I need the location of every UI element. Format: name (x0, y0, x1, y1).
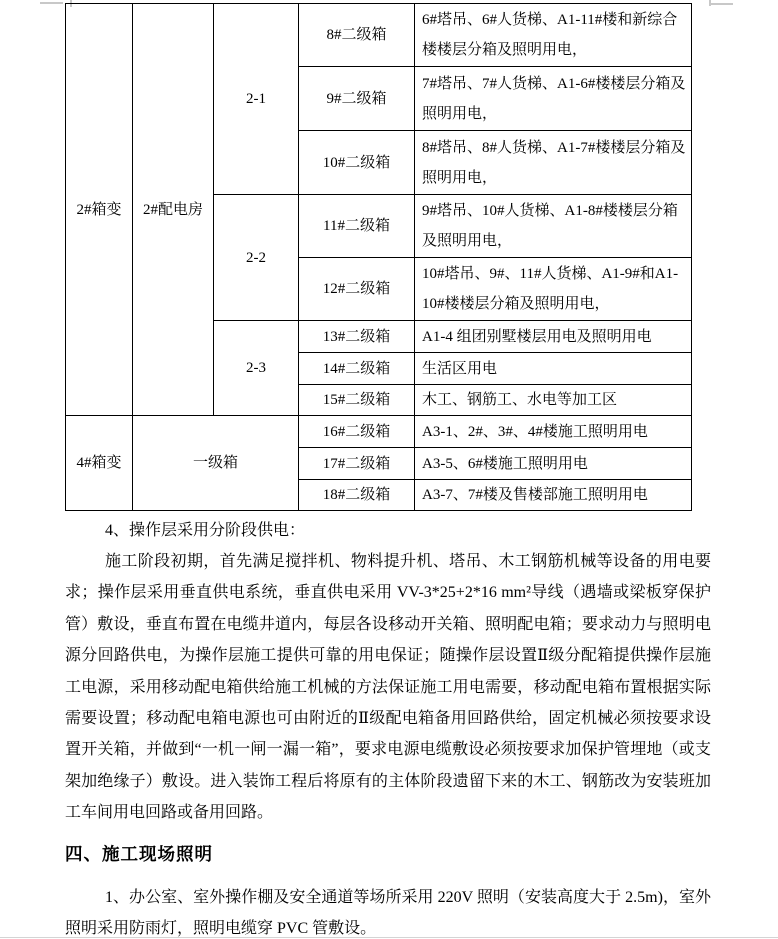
cell-section-2-3: 2-3 (214, 321, 299, 416)
item4-title: 4、操作层采用分阶段供电： (105, 522, 306, 539)
section4-heading: 四、施工现场照明 (65, 844, 213, 864)
cell-load-13: A1-4 组团别墅楼层用电及照明用电 (415, 321, 692, 353)
power-distribution-table (65, 3, 692, 511)
cell-load-8: 6#塔吊、6#人货梯、A1-11#楼和新综合楼楼层分箱及照明用电， (415, 4, 692, 67)
cell-box-16: 16#二级箱 (299, 416, 415, 448)
cell-load-9: 7#塔吊、7#人货梯、A1-6#楼楼层分箱及照明用电， (415, 67, 692, 131)
window-bottom-edge (0, 937, 778, 938)
cell-room-2: 2#配电房 (133, 4, 214, 416)
cell-load-18: A3-7、7#楼及售楼部施工照明用电 (415, 480, 692, 511)
table-row (66, 416, 692, 448)
item1-paragraph: 1、办公室、室外操作棚及安全通道等场所采用 220V 照明（安装高度大于 2.5m)，室外照明采用防雨灯，照明电缆穿 PVC 管敷设。 (65, 889, 711, 938)
cell-section-2-1: 2-1 (214, 4, 299, 195)
cell-load-11: 9#塔吊、10#人货梯、A1-8#楼楼层分箱及照明用电， (415, 195, 692, 258)
cell-transformer-2: 2#箱变 (66, 4, 133, 416)
cell-box-9: 9#二级箱 (299, 67, 415, 131)
cell-primary-box: 一级箱 (133, 416, 299, 511)
text-boundary-mark-top-right-h (709, 3, 733, 5)
table-row (66, 4, 692, 67)
cell-load-15: 木工、钢筋工、水电等加工区 (415, 385, 692, 416)
item4-paragraph: 施工阶段初期，首先满足搅拌机、物料提升机、塔吊、木工钢筋机械等设备的用电要求；操作层采用垂直供电系统，垂直供电采用 VV-3*25+2*16 mm²导线（遇墙或梁板穿保护管）敷设，垂直布置在电缆井道内，每层各设移动开关箱、照明配电箱；要求动力与照明电源分回路供电，为操作层施工提供可靠的用电保证；随操作层设置Ⅱ级分配箱提供操作层施工电源，采用移动配电箱供给施工机械的方法保证施工用电需要，移动配电箱布置根据实际需要设置；移动配电箱电源也可由附近的Ⅱ级配电箱备用回路供给，固定机械必须按要求设置开关箱，并做到“一机一闸一漏一箱”，要求电源电缆敷设必须按要求加保护管埋地（或支架加绝缘子）敷设。进入装饰工程后将原有的主体阶段遗留下来的木工、钢筋改为安装班加工车间用电回路或备用回路。 (65, 553, 711, 822)
cell-box-8: 8#二级箱 (299, 4, 415, 67)
cell-load-12: 10#塔吊、9#、11#人货梯、A1-9#和A1-10#楼楼层分箱及照明用电， (415, 258, 692, 321)
cell-load-16: A3-1、2#、3#、4#楼施工照明用电 (415, 416, 692, 448)
cell-section-2-2: 2-2 (214, 195, 299, 321)
cell-box-17: 17#二级箱 (299, 448, 415, 480)
cell-load-17: A3-5、6#楼施工照明用电 (415, 448, 692, 480)
text-boundary-mark-top-left-h (40, 2, 63, 4)
cell-load-10: 8#塔吊、8#人货梯、A1-7#楼楼层分箱及照明用电， (415, 131, 692, 195)
cell-box-15: 15#二级箱 (299, 385, 415, 416)
cell-transformer-4: 4#箱变 (66, 416, 133, 511)
cell-box-12: 12#二级箱 (299, 258, 415, 321)
cell-box-10: 10#二级箱 (299, 131, 415, 195)
cell-load-14: 生活区用电 (415, 353, 692, 385)
cell-box-13: 13#二级箱 (299, 321, 415, 353)
cell-box-14: 14#二级箱 (299, 353, 415, 385)
cell-box-18: 18#二级箱 (299, 480, 415, 511)
cell-box-11: 11#二级箱 (299, 195, 415, 258)
